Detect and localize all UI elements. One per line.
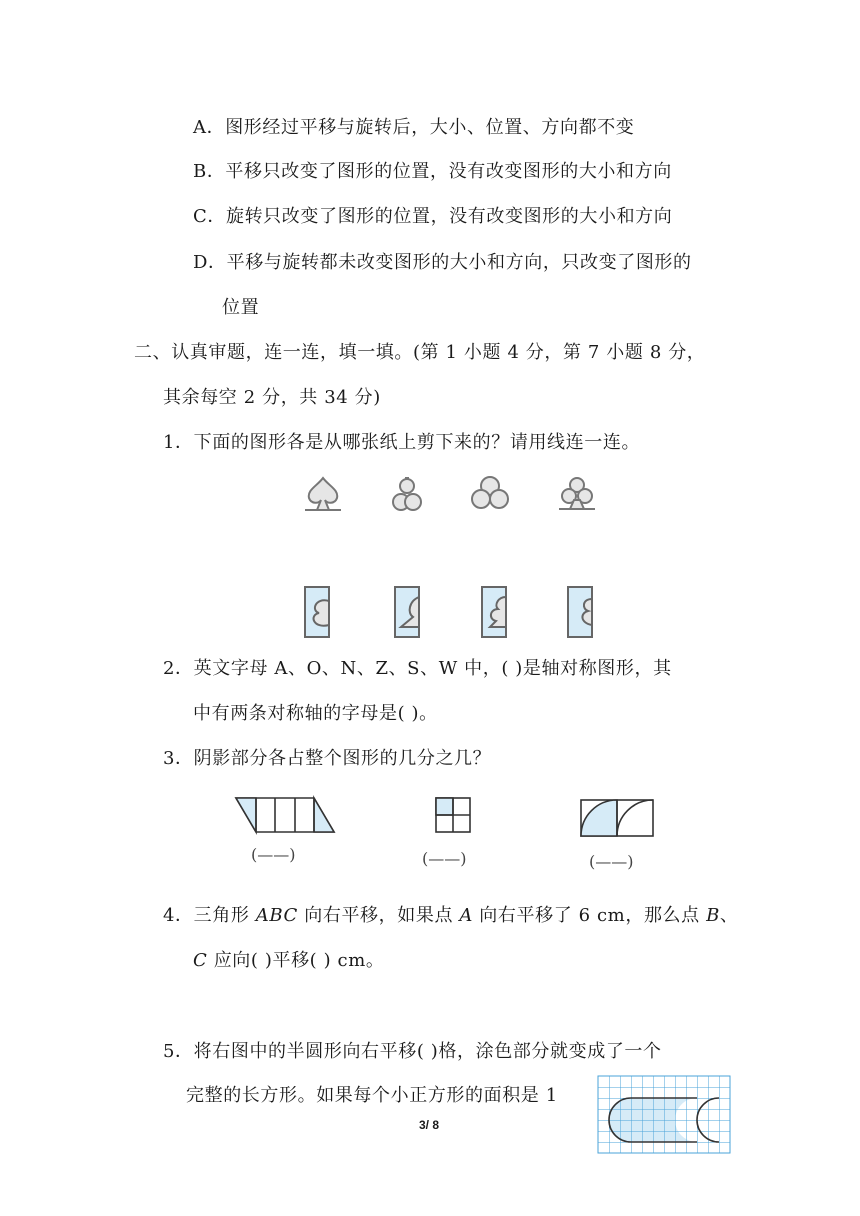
gourd-shape xyxy=(393,478,421,510)
option-c: C．旋转只改变了图形的位置，没有改变图形的大小和方向 xyxy=(193,206,673,227)
folded-paper-3 xyxy=(482,587,506,637)
question-5-line2: 完整的长方形。如果每个小正方形的面积是 1 xyxy=(186,1085,558,1106)
grid-figure xyxy=(598,1076,738,1156)
folded-paper-4 xyxy=(568,587,592,637)
section-header-line1: 二、认真审题，连一连，填一填。(第 1 小题 4 分，第 7 小题 8 分， xyxy=(134,342,706,363)
question-3-text: 3．阴影部分各占整个图形的几分之几？ xyxy=(163,748,492,769)
cutout-shapes-row xyxy=(0,470,860,530)
option-d-line1: D．平移与旋转都未改变图形的大小和方向，只改变了图形的 xyxy=(193,252,692,273)
spade-shape xyxy=(305,478,341,510)
option-b: B．平移只改变了图形的位置，没有改变图形的大小和方向 xyxy=(193,161,672,182)
option-a: A．图形经过平移与旋转后，大小、位置、方向都不变 xyxy=(193,117,635,138)
page-number: 3/ 8 xyxy=(419,1118,440,1132)
section-header-line2: 其余每空 2 分，共 34 分) xyxy=(163,387,381,408)
question-4-line2: C 应向( )平移( ) cm。 xyxy=(193,950,385,971)
quarter-circle-figure xyxy=(581,800,653,836)
answer-blank-1[interactable]: (——) xyxy=(251,845,296,864)
question-2-line2: 中有两条对称轴的字母是( )。 xyxy=(193,703,438,724)
question-4-line1: 4．三角形 ABC 向右平移，如果点 A 向右平移了 6 cm，那么点 B、 xyxy=(163,905,739,926)
answer-blank-2[interactable]: (——) xyxy=(422,849,467,868)
clover-shape xyxy=(472,477,508,508)
fraction-figures xyxy=(0,796,860,846)
question-5-line1: 5．将右图中的半圆形向右平移( )格，涂色部分就变成了一个 xyxy=(163,1041,662,1062)
parallelogram-figure xyxy=(236,798,334,832)
folded-paper-2 xyxy=(395,587,419,637)
folded-paper-1 xyxy=(305,587,329,637)
question-2-line1: 2．英文字母 A、O、N、Z、S、W 中，( )是轴对称图形，其 xyxy=(163,658,672,679)
club-shape xyxy=(559,478,595,509)
option-d-line2: 位置 xyxy=(222,297,260,318)
answer-blank-3[interactable]: (——) xyxy=(589,852,634,871)
question-1-text: 1．下面的图形各是从哪张纸上剪下来的？请用线连一连。 xyxy=(163,432,641,453)
square-grid-figure xyxy=(436,798,470,832)
folded-papers-row xyxy=(0,585,860,645)
